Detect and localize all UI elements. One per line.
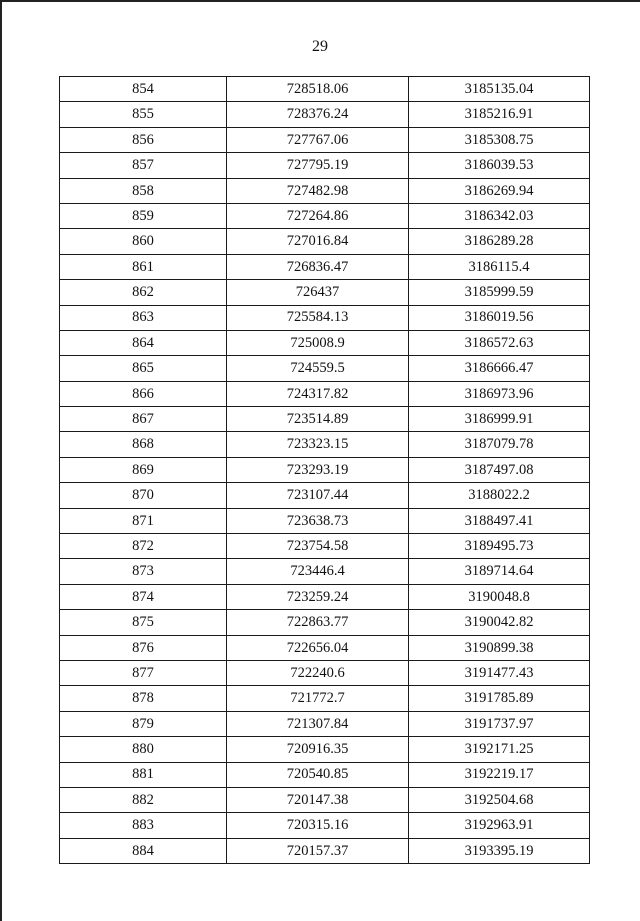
x-coordinate-cell: 723259.24 — [227, 584, 409, 609]
y-coordinate-cell: 3192171.25 — [409, 737, 590, 762]
table-row — [60, 737, 590, 762]
x-coordinate-cell: 724559.5 — [227, 356, 409, 381]
y-coordinate-cell: 3186039.53 — [409, 153, 590, 178]
point-number-cell: 874 — [60, 584, 227, 609]
table-row — [60, 280, 590, 305]
point-number-cell: 862 — [60, 280, 227, 305]
y-coordinate-cell: 3186342.03 — [409, 203, 590, 228]
table-row — [60, 102, 590, 127]
table-row — [60, 229, 590, 254]
table-row — [60, 153, 590, 178]
point-number-cell: 871 — [60, 508, 227, 533]
x-coordinate-cell: 727482.98 — [227, 178, 409, 203]
y-coordinate-cell: 3188022.2 — [409, 483, 590, 508]
page-border-top — [0, 0, 640, 2]
table-row — [60, 432, 590, 457]
point-number-cell: 884 — [60, 838, 227, 863]
y-coordinate-cell: 3191785.89 — [409, 686, 590, 711]
x-coordinate-cell: 728376.24 — [227, 102, 409, 127]
table-row — [60, 178, 590, 203]
x-coordinate-cell: 722656.04 — [227, 635, 409, 660]
y-coordinate-cell: 3186572.63 — [409, 330, 590, 355]
point-number-cell: 880 — [60, 737, 227, 762]
coordinate-table-body — [60, 77, 590, 864]
point-number-cell: 869 — [60, 457, 227, 482]
table-row — [60, 559, 590, 584]
y-coordinate-cell: 3187497.08 — [409, 457, 590, 482]
x-coordinate-cell: 723638.73 — [227, 508, 409, 533]
x-coordinate-cell: 724317.82 — [227, 381, 409, 406]
y-coordinate-cell: 3190048.8 — [409, 584, 590, 609]
table-row — [60, 787, 590, 812]
table-row — [60, 305, 590, 330]
point-number-cell: 854 — [60, 77, 227, 102]
x-coordinate-cell: 722863.77 — [227, 610, 409, 635]
y-coordinate-cell: 3186115.4 — [409, 254, 590, 279]
y-coordinate-cell: 3186973.96 — [409, 381, 590, 406]
point-number-cell: 877 — [60, 660, 227, 685]
x-coordinate-cell: 723754.58 — [227, 534, 409, 559]
y-coordinate-cell: 3185999.59 — [409, 280, 590, 305]
y-coordinate-cell: 3193395.19 — [409, 838, 590, 863]
table-row — [60, 534, 590, 559]
point-number-cell: 876 — [60, 635, 227, 660]
page-border-left — [0, 0, 2, 921]
table-row — [60, 407, 590, 432]
table-row — [60, 330, 590, 355]
y-coordinate-cell: 3185308.75 — [409, 127, 590, 152]
table-row — [60, 711, 590, 736]
y-coordinate-cell: 3186019.56 — [409, 305, 590, 330]
y-coordinate-cell: 3186289.28 — [409, 229, 590, 254]
table-row — [60, 77, 590, 102]
point-number-cell: 879 — [60, 711, 227, 736]
x-coordinate-cell: 723293.19 — [227, 457, 409, 482]
table-row — [60, 635, 590, 660]
x-coordinate-cell: 720916.35 — [227, 737, 409, 762]
point-number-cell: 873 — [60, 559, 227, 584]
y-coordinate-cell: 3190042.82 — [409, 610, 590, 635]
point-number-cell: 859 — [60, 203, 227, 228]
point-number-cell: 870 — [60, 483, 227, 508]
x-coordinate-cell: 721307.84 — [227, 711, 409, 736]
point-number-cell: 882 — [60, 787, 227, 812]
x-coordinate-cell: 725008.9 — [227, 330, 409, 355]
point-number-cell: 864 — [60, 330, 227, 355]
y-coordinate-cell: 3186999.91 — [409, 407, 590, 432]
x-coordinate-cell: 722240.6 — [227, 660, 409, 685]
x-coordinate-cell: 726437 — [227, 280, 409, 305]
x-coordinate-cell: 720157.37 — [227, 838, 409, 863]
table-row — [60, 127, 590, 152]
y-coordinate-cell: 3192963.91 — [409, 813, 590, 838]
table-row — [60, 838, 590, 863]
table-row — [60, 254, 590, 279]
point-number-cell: 865 — [60, 356, 227, 381]
y-coordinate-cell: 3189495.73 — [409, 534, 590, 559]
point-number-cell: 866 — [60, 381, 227, 406]
table-row — [60, 584, 590, 609]
y-coordinate-cell: 3192219.17 — [409, 762, 590, 787]
point-number-cell: 883 — [60, 813, 227, 838]
y-coordinate-cell: 3192504.68 — [409, 787, 590, 812]
table-row — [60, 686, 590, 711]
point-number-cell: 878 — [60, 686, 227, 711]
x-coordinate-cell: 720147.38 — [227, 787, 409, 812]
x-coordinate-cell: 727264.86 — [227, 203, 409, 228]
point-number-cell: 856 — [60, 127, 227, 152]
table-row — [60, 203, 590, 228]
x-coordinate-cell: 723514.89 — [227, 407, 409, 432]
x-coordinate-cell: 728518.06 — [227, 77, 409, 102]
point-number-cell: 872 — [60, 534, 227, 559]
point-number-cell: 861 — [60, 254, 227, 279]
x-coordinate-cell: 723446.4 — [227, 559, 409, 584]
table-row — [60, 457, 590, 482]
point-number-cell: 863 — [60, 305, 227, 330]
point-number-cell: 857 — [60, 153, 227, 178]
table-row — [60, 483, 590, 508]
y-coordinate-cell: 3191737.97 — [409, 711, 590, 736]
table-row — [60, 660, 590, 685]
table-row — [60, 381, 590, 406]
page-number: 29 — [312, 38, 328, 55]
x-coordinate-cell: 720540.85 — [227, 762, 409, 787]
x-coordinate-cell: 727795.19 — [227, 153, 409, 178]
table-row — [60, 508, 590, 533]
y-coordinate-cell: 3186666.47 — [409, 356, 590, 381]
y-coordinate-cell: 3189714.64 — [409, 559, 590, 584]
table-row — [60, 610, 590, 635]
y-coordinate-cell: 3187079.78 — [409, 432, 590, 457]
point-number-cell: 858 — [60, 178, 227, 203]
y-coordinate-cell: 3186269.94 — [409, 178, 590, 203]
table-row — [60, 762, 590, 787]
coordinate-table — [59, 76, 590, 864]
x-coordinate-cell: 725584.13 — [227, 305, 409, 330]
table-row — [60, 356, 590, 381]
table-row — [60, 813, 590, 838]
point-number-cell: 868 — [60, 432, 227, 457]
x-coordinate-cell: 720315.16 — [227, 813, 409, 838]
y-coordinate-cell: 3185216.91 — [409, 102, 590, 127]
x-coordinate-cell: 726836.47 — [227, 254, 409, 279]
y-coordinate-cell: 3188497.41 — [409, 508, 590, 533]
point-number-cell: 867 — [60, 407, 227, 432]
point-number-cell: 860 — [60, 229, 227, 254]
x-coordinate-cell: 723107.44 — [227, 483, 409, 508]
x-coordinate-cell: 727767.06 — [227, 127, 409, 152]
point-number-cell: 875 — [60, 610, 227, 635]
point-number-cell: 881 — [60, 762, 227, 787]
y-coordinate-cell: 3191477.43 — [409, 660, 590, 685]
y-coordinate-cell: 3185135.04 — [409, 77, 590, 102]
x-coordinate-cell: 721772.7 — [227, 686, 409, 711]
point-number-cell: 855 — [60, 102, 227, 127]
x-coordinate-cell: 727016.84 — [227, 229, 409, 254]
y-coordinate-cell: 3190899.38 — [409, 635, 590, 660]
x-coordinate-cell: 723323.15 — [227, 432, 409, 457]
